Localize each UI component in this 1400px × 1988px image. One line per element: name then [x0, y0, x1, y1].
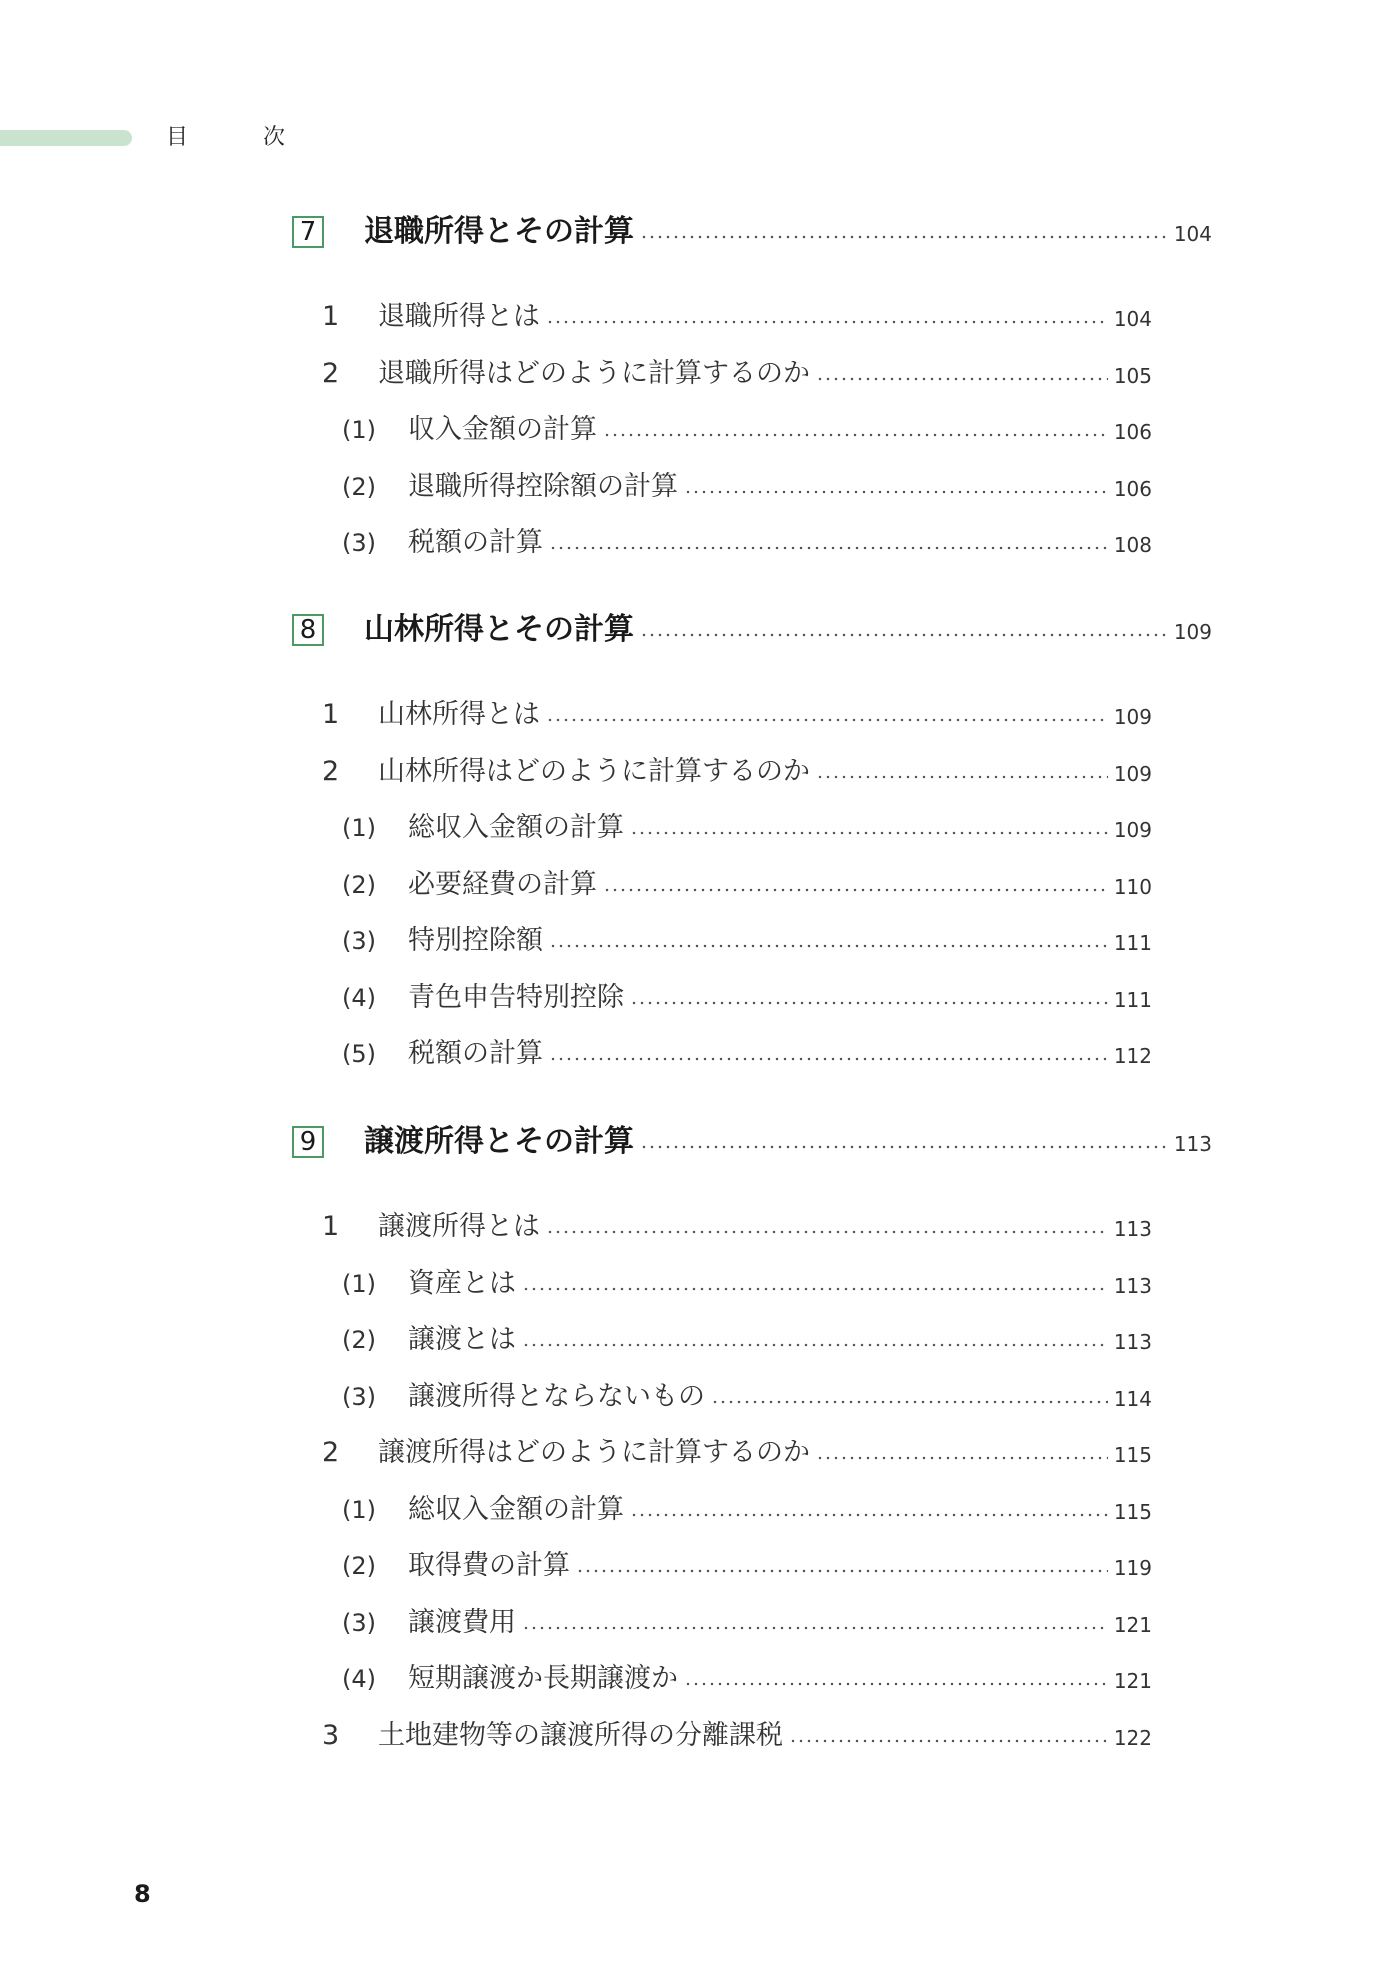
dot-leader	[630, 1001, 1108, 1005]
entry-page-number: 104	[1113, 307, 1152, 331]
entry-number: (2)	[342, 1552, 376, 1580]
header-accent-bar	[0, 130, 132, 146]
entry-number: 2	[322, 755, 340, 787]
toc-section-entry[interactable]	[322, 298, 1152, 336]
entry-title: 土地建物等の譲渡所得の分離課税	[378, 1719, 783, 1751]
entry-number: (4)	[342, 1665, 376, 1693]
dot-leader	[816, 377, 1108, 381]
entry-number: (2)	[342, 472, 376, 501]
entry-title: 山林所得はどのように計算するのか	[378, 755, 810, 787]
entry-title: 特別控除額	[408, 925, 543, 956]
dot-leader	[640, 235, 1168, 239]
toc-subsection-entry[interactable]	[342, 1660, 1152, 1698]
dot-leader	[546, 320, 1108, 324]
entry-number: (3)	[342, 1608, 376, 1637]
toc-section-entry[interactable]	[322, 1434, 1152, 1472]
entry-page-number: 111	[1113, 931, 1152, 955]
dot-leader	[522, 1343, 1108, 1347]
entry-number: (1)	[342, 1269, 376, 1298]
entry-page-number: 106	[1113, 420, 1152, 444]
chapter-title: 譲渡所得とその計算	[364, 1124, 634, 1159]
entry-page-number: 109	[1113, 761, 1152, 786]
chapter-page-number: 109	[1173, 620, 1212, 644]
entry-page-number: 121	[1113, 1612, 1152, 1637]
entry-number: 2	[322, 1437, 340, 1468]
toc-section-entry[interactable]	[322, 696, 1152, 734]
chapter-number-box: 8	[292, 614, 324, 646]
entry-page-number: 112	[1113, 1044, 1152, 1068]
dot-leader	[711, 1400, 1108, 1404]
entry-number: 1	[322, 301, 340, 332]
entry-page-number: 111	[1113, 987, 1152, 1012]
dot-leader	[816, 1456, 1108, 1460]
entry-number: 3	[322, 1719, 340, 1751]
entry-title: 税額の計算	[408, 1038, 543, 1069]
dot-leader	[684, 490, 1108, 494]
entry-page-number: 115	[1113, 1499, 1152, 1524]
dot-leader	[630, 1513, 1108, 1517]
toc-subsection-entry[interactable]	[342, 1547, 1152, 1585]
dot-leader	[522, 1626, 1108, 1630]
chapter-heading[interactable]	[292, 212, 1212, 252]
entry-number: 1	[322, 1211, 340, 1242]
toc-subsection-entry[interactable]	[342, 809, 1152, 847]
entry-page-number: 108	[1113, 533, 1152, 557]
entry-title: 総収入金額の計算	[408, 812, 624, 843]
entry-page-number: 115	[1113, 1443, 1152, 1467]
toc-subsection-entry[interactable]	[342, 922, 1152, 960]
entry-title: 譲渡とは	[408, 1324, 516, 1355]
toc-subsection-entry[interactable]	[342, 524, 1152, 562]
entry-page-number: 121	[1113, 1669, 1152, 1693]
toc-subsection-entry[interactable]	[342, 1491, 1152, 1529]
toc-section-entry[interactable]	[322, 1717, 1152, 1755]
chapter-page-number: 113	[1173, 1132, 1212, 1156]
entry-number: (4)	[342, 983, 376, 1012]
chapter-title: 退職所得とその計算	[364, 214, 634, 249]
chapter-number-box: 7	[292, 216, 324, 248]
entry-title: 収入金額の計算	[408, 414, 597, 445]
entry-number: 2	[322, 357, 340, 389]
entry-title: 資産とは	[408, 1267, 516, 1299]
entry-page-number: 113	[1113, 1273, 1152, 1298]
dot-leader	[789, 1739, 1108, 1743]
toc-section-entry[interactable]	[322, 753, 1152, 791]
entry-title: 取得費の計算	[408, 1550, 570, 1581]
entry-number: (1)	[342, 814, 376, 842]
toc-section-entry[interactable]	[322, 1208, 1152, 1246]
entry-number: (1)	[342, 1495, 376, 1524]
entry-number: (2)	[342, 870, 376, 899]
dot-leader	[603, 888, 1108, 892]
dot-leader	[640, 633, 1168, 637]
entry-title: 退職所得とは	[378, 301, 540, 332]
toc-subsection-entry[interactable]	[342, 866, 1152, 904]
entry-page-number: 109	[1113, 705, 1152, 729]
toc-subsection-entry[interactable]	[342, 411, 1152, 449]
toc-subsection-entry[interactable]	[342, 1378, 1152, 1416]
entry-page-number: 109	[1113, 818, 1152, 842]
entry-title: 短期譲渡か長期譲渡か	[408, 1663, 678, 1694]
entry-number: (3)	[342, 927, 376, 955]
dot-leader	[549, 944, 1108, 948]
entry-title: 譲渡所得はどのように計算するのか	[378, 1437, 810, 1468]
entry-title: 譲渡費用	[408, 1606, 516, 1638]
dot-leader	[549, 1057, 1108, 1061]
entry-number: (2)	[342, 1326, 376, 1354]
entry-page-number: 114	[1113, 1386, 1152, 1411]
entry-number: 1	[322, 699, 340, 730]
entry-number: (3)	[342, 1382, 376, 1411]
toc-subsection-entry[interactable]	[342, 979, 1152, 1017]
entry-page-number: 105	[1113, 363, 1152, 388]
entry-page-number: 110	[1113, 874, 1152, 899]
chapter-page-number: 104	[1173, 222, 1212, 246]
entry-title: 退職所得はどのように計算するのか	[378, 357, 810, 389]
dot-leader	[549, 546, 1108, 550]
entry-page-number: 119	[1113, 1556, 1152, 1580]
entry-page-number: 113	[1113, 1330, 1152, 1354]
dot-leader	[816, 775, 1108, 779]
dot-leader	[576, 1569, 1108, 1573]
entry-title: 青色申告特別控除	[408, 981, 624, 1013]
entry-title: 譲渡所得とは	[378, 1211, 540, 1242]
entry-number: (5)	[342, 1040, 376, 1068]
dot-leader	[630, 831, 1108, 835]
entry-title: 退職所得控除額の計算	[408, 470, 678, 502]
chapter-heading[interactable]	[292, 1122, 1212, 1162]
entry-page-number: 106	[1113, 476, 1152, 501]
dot-leader	[603, 433, 1108, 437]
page-header-title: 目 次	[166, 125, 319, 150]
entry-title: 山林所得とは	[378, 699, 540, 730]
dot-leader	[684, 1682, 1108, 1686]
entry-title: 譲渡所得とならないもの	[408, 1380, 705, 1412]
toc-subsection-entry[interactable]	[342, 1604, 1152, 1642]
chapter-heading[interactable]	[292, 610, 1212, 650]
entry-page-number: 113	[1113, 1217, 1152, 1241]
entry-title: 税額の計算	[408, 527, 543, 558]
entry-page-number: 122	[1113, 1725, 1152, 1750]
chapter-title: 山林所得とその計算	[364, 612, 634, 647]
dot-leader	[522, 1287, 1108, 1291]
dot-leader	[546, 1230, 1108, 1234]
entry-title: 総収入金額の計算	[408, 1493, 624, 1525]
entry-number: (1)	[342, 416, 376, 444]
toc-subsection-entry[interactable]	[342, 1321, 1152, 1359]
toc-subsection-entry[interactable]	[342, 1035, 1152, 1073]
toc-subsection-entry[interactable]	[342, 1265, 1152, 1303]
toc-section-entry[interactable]	[322, 355, 1152, 393]
entry-number: (3)	[342, 529, 376, 557]
chapter-number-box: 9	[292, 1126, 324, 1158]
entry-title: 必要経費の計算	[408, 868, 597, 900]
page-number: 8	[134, 1880, 151, 1908]
dot-leader	[640, 1145, 1168, 1149]
toc-subsection-entry[interactable]	[342, 468, 1152, 506]
dot-leader	[546, 718, 1108, 722]
